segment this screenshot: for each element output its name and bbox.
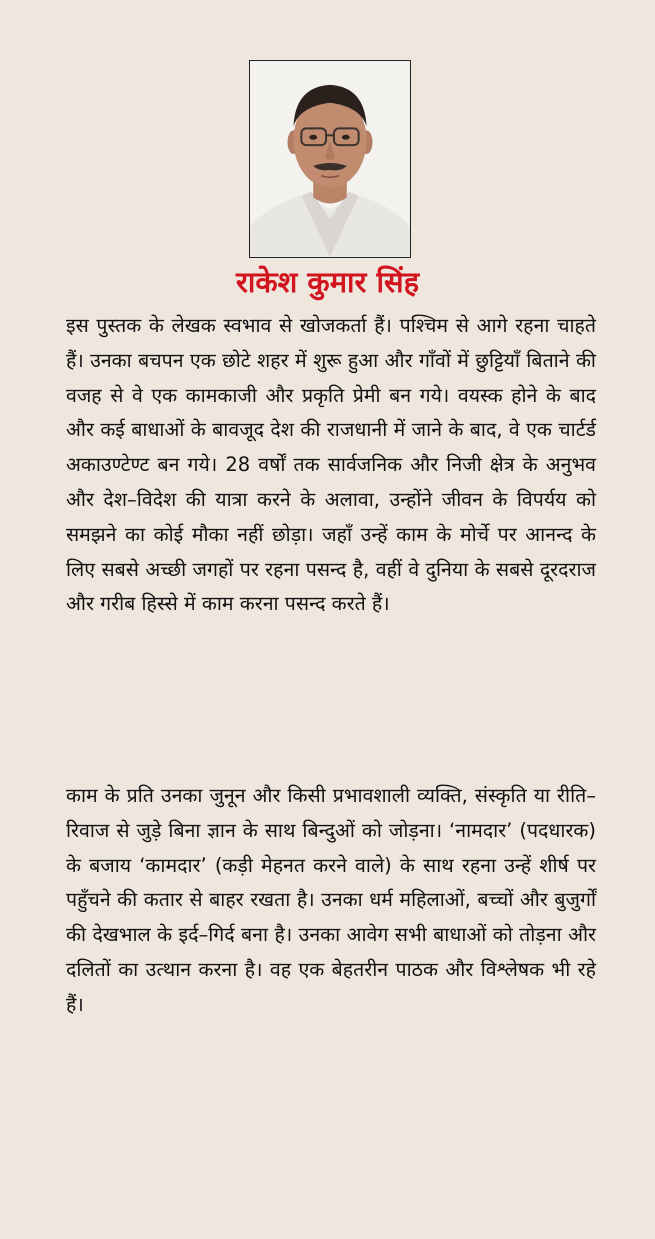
author-photo bbox=[249, 60, 411, 258]
author-name: राकेश कुमार सिंह bbox=[235, 265, 420, 299]
bio-paragraph-1: इस पुस्तक के लेखक स्वभाव से खोजकर्ता हैं। पश्चिम से आगे रहना चाहते हैं। उनका बचपन एक छोटे शहर में शुरू हुआ और गाँवों में छुट्टियाँ बिताने की वजह से वे एक कामकाजी और प्रकृति प्रेमी बन गये। वयस्क होने के बाद और कई बाधाओं के बावजूद देश की राजधानी में जाने के बाद, वे एक चार्टर्ड अकाउण्टेण्ट बन गये। 28 वर्षों तक सार्वजनिक और निजी क्षेत्र के अनुभव और देश–विदेश की यात्रा करने के अलावा, उन्होंने जीवन के विपर्यय को समझने का कोई मौका नहीं छोड़ा। जहाँ उन्हें काम के मोर्चे पर आनन्द के लिए सबसे अच्छी जगहों पर रहना पसन्द है, वहीं वे दुनिया के सबसे दूरदराज और गरीब हिस्से में काम करना पसन्द करते हैं। bbox=[66, 314, 596, 616]
bio-paragraph-2: काम के प्रति उनका जुनून और किसी प्रभावशाली व्यक्ति, संस्कृति या रीति–रिवाज से जुड़े बिना ज्ञान के साथ बिन्दुओं को जोड़ना। ‘नामदार’ (पदधारक) के बजाय ‘कामदार’ (कड़ी मेहनत करने वाले) के साथ रहना उन्हें शीर्ष पर पहुँचने की कतार से बाहर रखता है। उनका धर्म महिलाओं, बच्चों और बुजुर्गों की देखभाल के इर्द–गिर्द बना है। उनका आवेग सभी बाधाओं को तोड़ना और दलितों का उत्थान करना है। वह एक बेहतरीन पाठक और विश्लेषक भी रहे हैं। bbox=[66, 784, 596, 1016]
author-portrait-image bbox=[250, 61, 410, 257]
